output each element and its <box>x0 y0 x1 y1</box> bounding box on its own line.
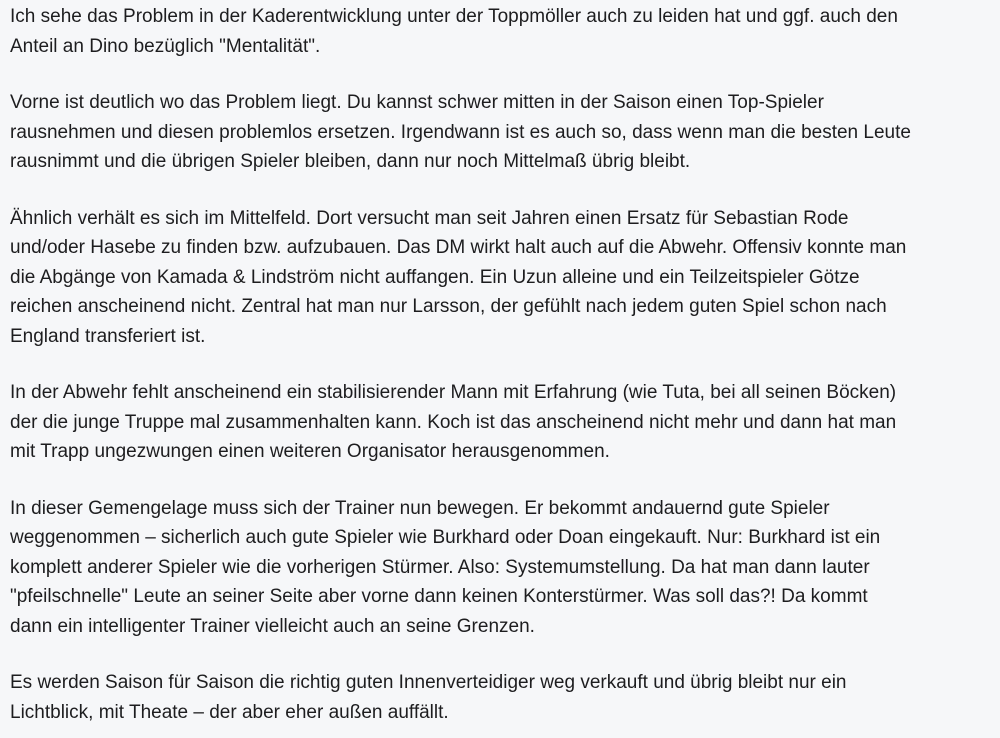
paragraph-line: mit Trapp ungezwungen einen weiteren Organisator herausgenommen. <box>10 441 610 462</box>
paragraph-line: und/oder Hasebe zu finden bzw. aufzubauen. Das DM wirkt halt auch auf die Abwehr. Offensiv konnte man <box>10 237 907 258</box>
paragraph-line: Ich sehe das Problem in der Kaderentwicklung unter der Toppmöller auch zu leiden hat und ggf. auch den <box>10 6 898 27</box>
paragraph-line: In der Abwehr fehlt anscheinend ein stabilisierender Mann mit Erfahrung (wie Tuta, bei all seinen Böcken) <box>10 382 897 403</box>
paragraph <box>10 2 1000 61</box>
paragraph-line: komplett anderer Spieler wie die vorherigen Stürmer. Also: Systemumstellung. Da hat man dann lauter <box>10 556 870 578</box>
paragraph <box>10 88 1000 177</box>
paragraph <box>10 668 1000 727</box>
paragraph-line: rausnimmt und die übrigen Spieler bleiben, dann nur noch Mittelmaß übrig bleibt. <box>10 151 691 172</box>
paragraph-line: England transferiert ist. <box>10 325 206 347</box>
paragraph <box>10 494 1000 642</box>
paragraph-line: dann ein intelligenter Trainer vielleicht auch an seine Grenzen. <box>10 615 535 637</box>
paragraph-line: Ähnlich verhält es sich im Mittelfeld. Dort versucht man seit Jahren einen Ersatz für Sebastian Rode <box>10 207 849 229</box>
paragraph-line: der die junge Truppe mal zusammenhalten kann. Koch ist das anscheinend nicht mehr und dann hat man <box>10 411 897 433</box>
paragraph-line: In dieser Gemengelage muss sich der Trainer nun bewegen. Er bekommt andauernd gute Spieler <box>10 497 830 519</box>
paragraph-line: Es werden Saison für Saison die richtig guten Innenverteidiger weg verkauft und übrig bleibt nur ein <box>10 672 847 693</box>
paragraph-line: rausnehmen und diesen problemlos ersetzen. Irgendwann ist es auch so, dass wenn man die besten Leute <box>10 121 911 143</box>
paragraph <box>10 204 1000 352</box>
paragraph-line: Anteil an Dino bezüglich "Mentalität". <box>10 35 321 57</box>
paragraph <box>10 378 1000 467</box>
paragraph-line: Vorne ist deutlich wo das Problem liegt. Du kannst schwer mitten in der Saison einen Top-Spieler <box>10 92 824 113</box>
paragraph-line: "pfeilschnelle" Leute an seiner Seite aber vorne dann keinen Konterstürmer. Was soll das?! Da kommt <box>10 586 868 607</box>
paragraph-line: weggenommen – sicherlich auch gute Spieler wie Burkhard oder Doan eingekauft. Nur: Burkhard ist ein <box>10 527 881 548</box>
paragraph-line: reichen anscheinend nicht. Zentral hat man nur Larsson, der gefühlt nach jedem guten Spiel schon nach <box>10 296 887 317</box>
paragraph-line: Lichtblick, mit Theate – der aber eher außen auffällt. <box>10 701 449 723</box>
paragraph-line: die Abgänge von Kamada & Lindström nicht auffangen. Ein Uzun alleine und ein Teilzeitspieler Götze <box>10 266 860 288</box>
